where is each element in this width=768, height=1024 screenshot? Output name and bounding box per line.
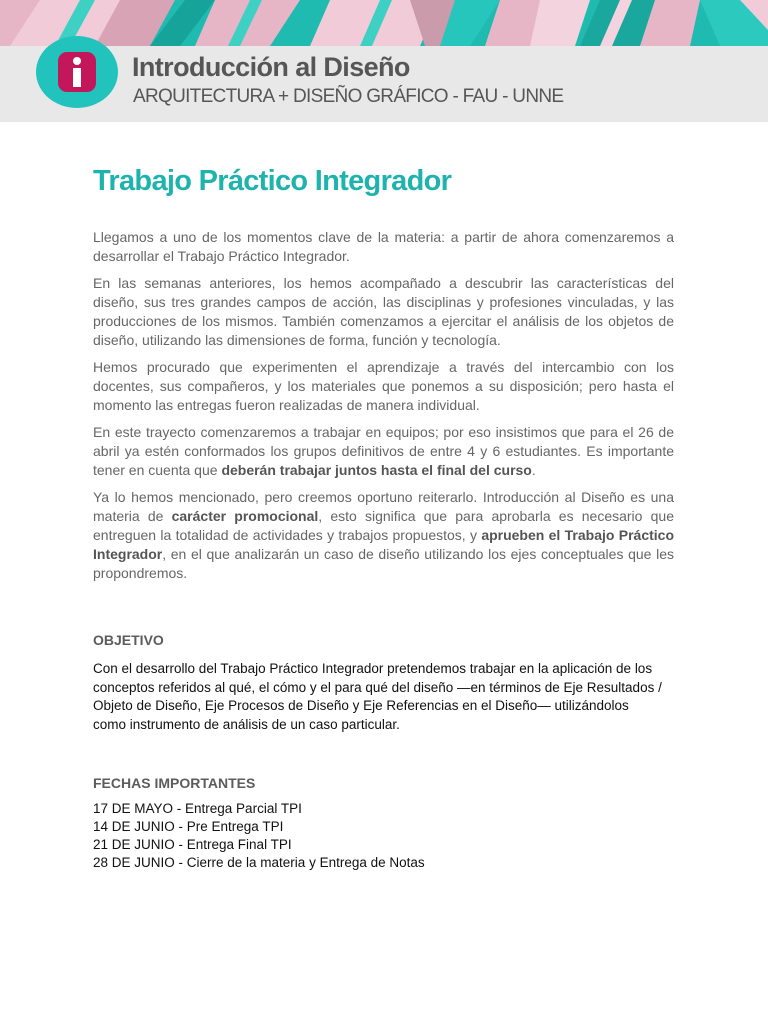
body-text: Ya lo hemos mencionado, pero creemos oportuno reiterarlo. Introducción al Diseño es una materia de (93, 489, 674, 524)
intro-paragraph (93, 488, 674, 583)
decorative-banner (0, 0, 768, 46)
body-text: . (531, 462, 536, 478)
body-text: , esto significa que para aprobarla es necesario que entreguen la totalidad de actividades y trabajos propuestos, y (93, 508, 674, 543)
intro-section (93, 228, 674, 591)
fecha-item: 14 DE JUNIO - Pre Entrega TPI (93, 819, 284, 834)
logo-bar (73, 68, 81, 87)
intro-paragraph (93, 228, 674, 266)
objetivo-text: Con el desarrollo del Trabajo Práctico Integrador pretendemos trabajar en la aplicación de los conceptos referidos al qué, el cómo y el para qué del diseño —en términos de Eje Resultados / Objeto de Diseño, Eje Procesos de Diseño y Eje Referencias en el Diseño— utilizándolos como instrumento de análisis de un caso particular. (93, 661, 662, 732)
fechas-heading: FECHAS IMPORTANTES (93, 775, 256, 791)
intro-paragraph (93, 274, 674, 350)
body-text: Llegamos a uno de los momentos clave de la materia: a partir de ahora comenzaremos a desarrollar el Trabajo Práctico Integrador. (93, 229, 674, 264)
logo-mark (58, 52, 96, 92)
course-title: Introducción al Diseño (132, 52, 410, 82)
body-text: En las semanas anteriores, los hemos acompañado a descubrir las características del diseño, sus tres grandes campos de acción, las disciplinas y profesiones vinculadas, y las producciones de los mismos. También comenzamos a ejercitar el análisis de los objetos de diseño, utilizando las dimensiones de forma, función y tecnología. (93, 275, 674, 348)
body-text: Hemos procurado que experimenten el aprendizaje a través del intercambio con los docentes, sus compañeros, y los materiales que ponemos a su disposición; pero hasta el momento las entregas fueron realizadas de manera individual. (93, 359, 674, 413)
info-i-logo (36, 36, 118, 108)
course-subtitle: ARQUITECTURA + DISEÑO GRÁFICO - FAU - UNNE (133, 86, 564, 107)
intro-paragraph (93, 358, 674, 415)
geometric-pattern (0, 0, 768, 46)
intro-paragraph (93, 423, 674, 480)
logo-dot (73, 57, 81, 65)
emphasis-text: aprueben el Trabajo Práctico Integrador (93, 527, 674, 562)
emphasis-text: deberán trabajar juntos hasta el final del curso (221, 462, 532, 478)
document-title: Trabajo Práctico Integrador (93, 165, 452, 197)
fecha-item: 28 DE JUNIO - Cierre de la materia y Entrega de Notas (93, 855, 425, 870)
emphasis-text: carácter promocional (171, 508, 319, 524)
fechas-list (93, 800, 425, 872)
objetivo-heading: OBJETIVO (93, 632, 164, 648)
fecha-item: 21 DE JUNIO - Entrega Final TPI (93, 837, 292, 852)
body-text: , en el que analizarán un caso de diseño utilizando los ejes conceptuales que les propondremos. (93, 546, 674, 581)
body-text: En este trayecto comenzaremos a trabajar en equipos; por eso insistimos que para el 26 de abril ya estén conformados los grupos definitivos de entre 4 y 6 estudiantes. Es importante tener en cuenta que (93, 424, 674, 478)
fecha-item: 17 DE MAYO - Entrega Parcial TPI (93, 801, 302, 816)
